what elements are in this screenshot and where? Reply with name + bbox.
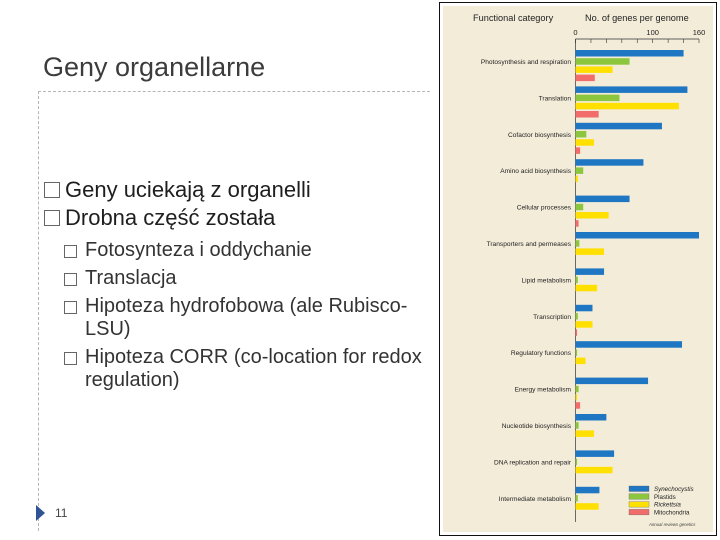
category-label: Nucleotide biosynthesis <box>501 423 571 430</box>
bar-plastids <box>576 58 630 64</box>
legend-label: Synechocystis <box>654 486 694 493</box>
legend-swatch <box>629 486 649 492</box>
bar-plastids <box>576 386 579 393</box>
bar-rickettsia <box>576 358 586 365</box>
bar-plastids <box>576 495 578 502</box>
bullet-item <box>44 176 424 204</box>
bar-rickettsia <box>576 248 605 255</box>
legend-swatch <box>629 509 649 515</box>
page-marker-icon <box>36 505 45 521</box>
x-tick-label: 100 <box>646 28 659 37</box>
category-label: Lipid metabolism <box>521 277 571 285</box>
bar-synechocystis <box>576 450 615 457</box>
sub-bullet-item <box>44 239 424 262</box>
bar-rickettsia <box>576 467 613 474</box>
sub-bullet-item <box>44 295 424 341</box>
bar-synechocystis <box>576 378 649 385</box>
checkbox-bullet-icon <box>64 352 77 365</box>
bar-plastids <box>576 422 579 429</box>
bullet-text: Geny uciekają z organelli <box>65 177 311 202</box>
bar-mitochondria <box>576 111 599 118</box>
checkbox-bullet-icon <box>44 182 60 198</box>
bar-plastids <box>576 167 584 174</box>
left-divider <box>38 91 39 531</box>
bullet-item <box>44 204 424 232</box>
bar-synechocystis <box>576 50 684 57</box>
bar-rickettsia <box>576 176 578 183</box>
bar-mitochondria <box>576 329 578 336</box>
bar-synechocystis <box>576 341 683 348</box>
legend-label: Rickettsia <box>654 501 681 509</box>
legend-label: Mitochondria <box>654 509 690 517</box>
bar-mitochondria <box>576 147 581 154</box>
sub-bullet-text: Fotosynteza i oddychanie <box>85 239 312 261</box>
legend-swatch <box>629 502 649 508</box>
sub-bullet-item <box>44 346 424 392</box>
x-tick-label: 160 <box>692 28 706 37</box>
gene-count-chart <box>439 2 717 536</box>
category-label: Cellular processes <box>516 204 571 212</box>
bar-synechocystis <box>576 268 605 275</box>
checkbox-bullet-icon <box>64 273 77 286</box>
y-axis-title: Functional category <box>473 13 554 23</box>
category-label: Translation <box>538 95 571 103</box>
bar-rickettsia <box>576 321 593 328</box>
checkbox-bullet-icon <box>64 301 77 314</box>
bar-mitochondria <box>576 75 595 82</box>
bar-plastids <box>576 277 578 284</box>
x-tick-label: 0 <box>573 28 578 37</box>
bar-rickettsia <box>576 285 598 292</box>
legend-swatch <box>629 494 649 500</box>
bar-plastids <box>576 349 578 356</box>
bar-plastids <box>576 95 620 102</box>
checkbox-bullet-icon <box>64 245 77 258</box>
category-label: Photosynthesis and respiration <box>480 59 571 66</box>
bar-rickettsia <box>576 503 599 510</box>
category-label: Intermediate metabolism <box>498 495 571 503</box>
bar-synechocystis <box>576 232 700 239</box>
bar-synechocystis <box>576 159 644 166</box>
bar-synechocystis <box>576 196 630 203</box>
sub-bullet-text: Hipoteza hydrofobowa (ale Rubisco-LSU) <box>85 295 408 340</box>
x-axis-title: No. of genes per genome <box>585 13 689 23</box>
bar-rickettsia <box>576 394 578 401</box>
category-label: DNA replication and repair <box>494 459 571 467</box>
bullet-list <box>44 176 424 392</box>
sub-bullet-text: Translacja <box>85 267 177 289</box>
bullet-text: Drobna część została <box>65 205 276 230</box>
category-label: Transporters and permeases <box>486 241 571 248</box>
bar-synechocystis <box>576 414 607 421</box>
slide-title: Geny organellarne <box>43 52 266 82</box>
bar-plastids <box>576 459 578 466</box>
legend-label: Plastids <box>654 493 676 501</box>
bar-rickettsia <box>576 430 595 437</box>
bar-synechocystis <box>576 123 662 130</box>
bar-synechocystis <box>576 487 600 494</box>
category-label: Transcription <box>533 313 571 321</box>
bar-rickettsia <box>576 212 609 219</box>
page-number: 11 <box>55 506 68 520</box>
bar-plastids <box>576 240 580 247</box>
category-label: Amino acid biosynthesis <box>500 168 571 176</box>
bar-synechocystis <box>576 86 688 93</box>
category-label: Energy metabolism <box>514 386 571 394</box>
bar-rickettsia <box>576 139 595 146</box>
chart-credit: Annual reviews genetics <box>649 522 696 527</box>
bar-mitochondria <box>576 402 581 409</box>
bar-plastids <box>576 313 578 320</box>
bar-mitochondria <box>576 220 579 227</box>
title-divider <box>38 91 430 92</box>
category-label: Regulatory functions <box>510 350 571 358</box>
checkbox-bullet-icon <box>44 210 60 226</box>
bar-rickettsia <box>576 66 613 73</box>
sub-bullet-text: Hipoteza CORR (co-location for redox regulation) <box>85 346 422 391</box>
bar-rickettsia <box>576 103 679 110</box>
category-label: Cofactor biosynthesis <box>507 131 571 139</box>
sub-bullet-item <box>44 267 424 290</box>
bar-plastids <box>576 131 587 138</box>
bar-plastids <box>576 204 584 211</box>
bar-synechocystis <box>576 305 593 312</box>
